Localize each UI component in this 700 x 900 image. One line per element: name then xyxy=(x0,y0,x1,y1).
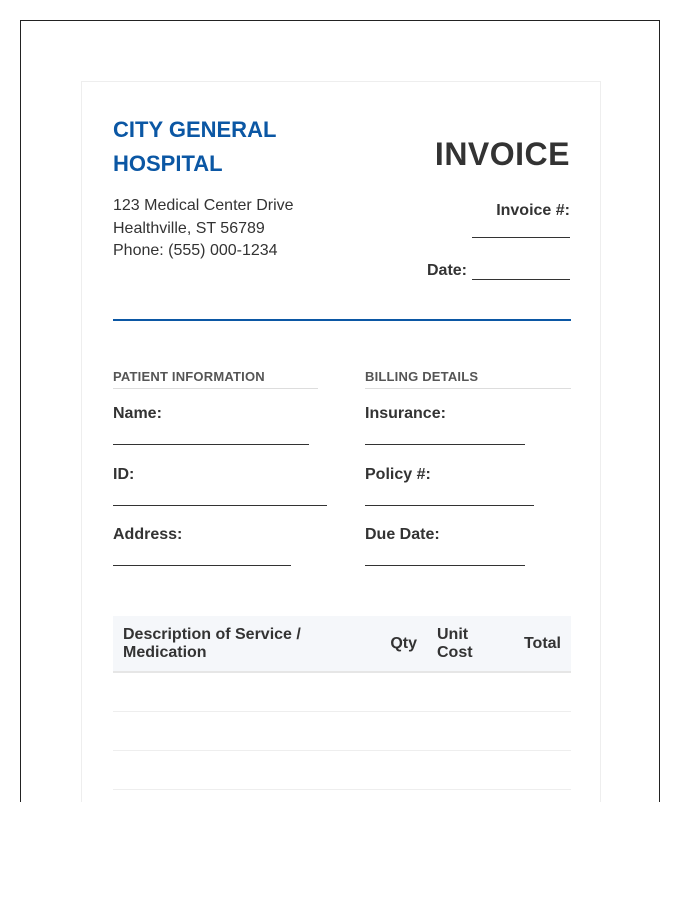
invoice-title: INVOICE xyxy=(434,136,570,172)
patient-address-label: Address: xyxy=(113,526,183,543)
hospital-address xyxy=(113,195,294,263)
header-unit-cost: Unit Cost xyxy=(437,625,473,661)
header-qty: Qty xyxy=(390,634,417,652)
services-table xyxy=(113,616,571,790)
header-total: Total xyxy=(523,634,561,652)
table-header-row xyxy=(113,616,571,673)
insurance-field[interactable] xyxy=(365,444,525,445)
invoice-number-field[interactable] xyxy=(472,237,570,238)
invoice-date-label: Date: xyxy=(426,262,467,279)
policy-number-field[interactable] xyxy=(365,505,534,506)
invoice-date-row xyxy=(427,262,570,280)
due-date-label: Due Date: xyxy=(365,526,440,543)
invoice-sheet xyxy=(81,81,601,802)
address-line-2: Healthville, ST 56789 xyxy=(113,219,265,237)
header-description: Description of Service / Medication xyxy=(123,625,301,661)
patient-name-label: Name: xyxy=(113,405,162,422)
header-divider xyxy=(113,319,571,321)
table-row[interactable] xyxy=(113,751,571,790)
patient-id-label: ID: xyxy=(113,466,135,483)
insurance-label: Insurance: xyxy=(365,405,446,422)
invoice-number-label: Invoice #: xyxy=(496,202,570,219)
hospital-phone: Phone: (555) 000-1234 xyxy=(113,242,278,259)
hospital-name: CITY GENERAL HOSPITAL xyxy=(113,117,276,176)
patient-id-field[interactable] xyxy=(113,505,327,506)
invoice-date-field[interactable] xyxy=(472,265,570,280)
address-line-1: 123 Medical Center Drive xyxy=(113,197,294,214)
billing-details-heading: BILLING DETAILS xyxy=(365,369,571,389)
table-row[interactable] xyxy=(113,673,571,712)
patient-info-heading: PATIENT INFORMATION xyxy=(113,369,318,389)
page-frame xyxy=(20,20,660,802)
patient-address-field[interactable] xyxy=(113,565,291,566)
policy-number-label: Policy #: xyxy=(365,466,431,483)
due-date-field[interactable] xyxy=(365,565,525,566)
patient-name-field[interactable] xyxy=(113,444,309,445)
table-row[interactable] xyxy=(113,712,571,751)
